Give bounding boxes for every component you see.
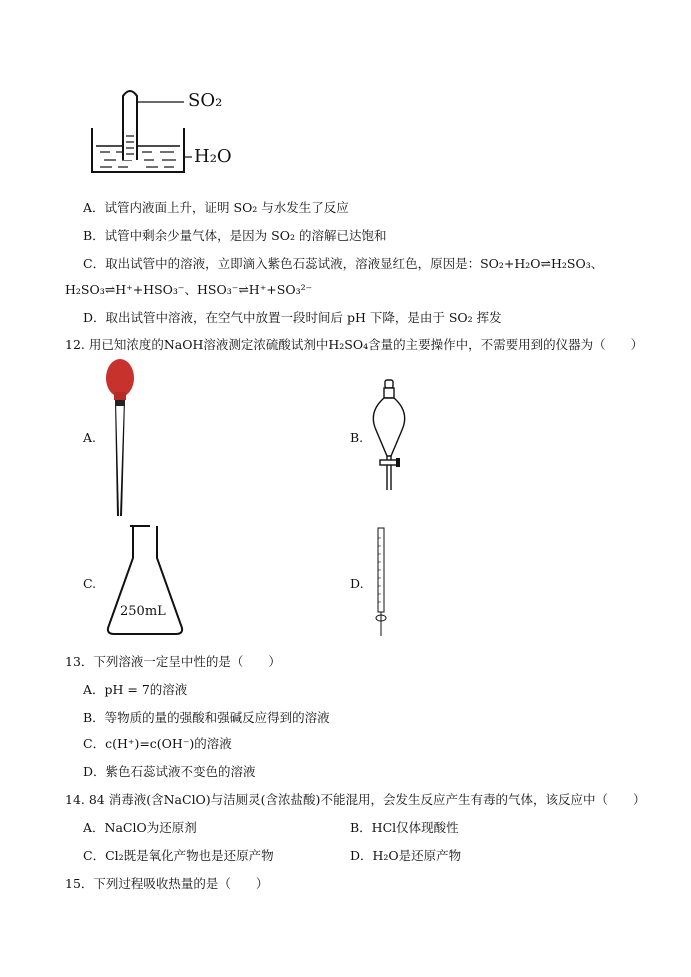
q11-option-c-line1: C．取出试管中的溶液，立即滴入紫色石蕊试液，溶液显红色，原因是：SO₂+H₂O⇌H₂SO₃、 <box>83 256 604 271</box>
q13-option-c: C．c(H⁺)=c(OH⁻)的溶液 <box>83 736 232 751</box>
dropper-icon <box>100 358 140 523</box>
q11-option-a: A．试管内液面上升，证明 SO₂ 与水发生了反应 <box>83 200 349 215</box>
q13-option-a: A．pH = 7的溶液 <box>83 682 188 697</box>
q12-option-b-label: B. <box>350 430 364 445</box>
q11-option-c-line2: H₂SO₃⇌H⁺+HSO₃⁻、HSO₃⁻⇌H⁺+SO₃²⁻ <box>65 282 313 297</box>
q14-option-a: A．NaClO为还原剂 <box>83 820 197 835</box>
q13-option-d: D．紫色石蕊试液不变色的溶液 <box>83 764 256 779</box>
q14-option-b: B．HCl仅体现酸性 <box>350 820 459 835</box>
q14-option-d: D．H₂O是还原产物 <box>350 848 462 863</box>
burette-icon <box>373 526 389 638</box>
q15-stem: 15．下列过程吸收热量的是（ ） <box>65 876 269 891</box>
q14-stem: 14. 84 消毒液(含NaClO)与洁厕灵(含浓盐酸)不能混用，会发生反应产生有毒的气体，该反应中（ ） <box>65 792 646 807</box>
q12-option-c-label: C. <box>83 576 97 591</box>
figure-label-gas: SO₂ <box>188 90 223 111</box>
q14-option-c: C．Cl₂既是氧化产物也是还原产物 <box>83 848 274 863</box>
conical-flask-icon <box>104 524 186 636</box>
q12-option-d-label: D. <box>350 576 364 591</box>
q12-option-a-label: A. <box>83 430 97 445</box>
flask-volume-label: 250mL <box>120 604 166 619</box>
q11-option-b: B．试管中剩余少量气体，是因为 SO₂ 的溶解已达饱和 <box>83 228 387 243</box>
q13-stem: 13．下列溶液一定呈中性的是（ ） <box>65 654 281 669</box>
q13-option-b: B．等物质的量的强酸和强碱反应得到的溶液 <box>83 710 330 725</box>
figure-label-liquid: H₂O <box>194 146 232 167</box>
separatory-funnel-icon <box>360 378 420 493</box>
q11-option-d: D．取出试管中溶液，在空气中放置一段时间后 pH 下降，是由于 SO₂ 挥发 <box>83 310 502 325</box>
q12-stem: 12. 用已知浓度的NaOH溶液测定浓硫酸试剂中H₂SO₄含量的主要操作中，不需要用到的仪器为（ ） <box>65 337 644 352</box>
